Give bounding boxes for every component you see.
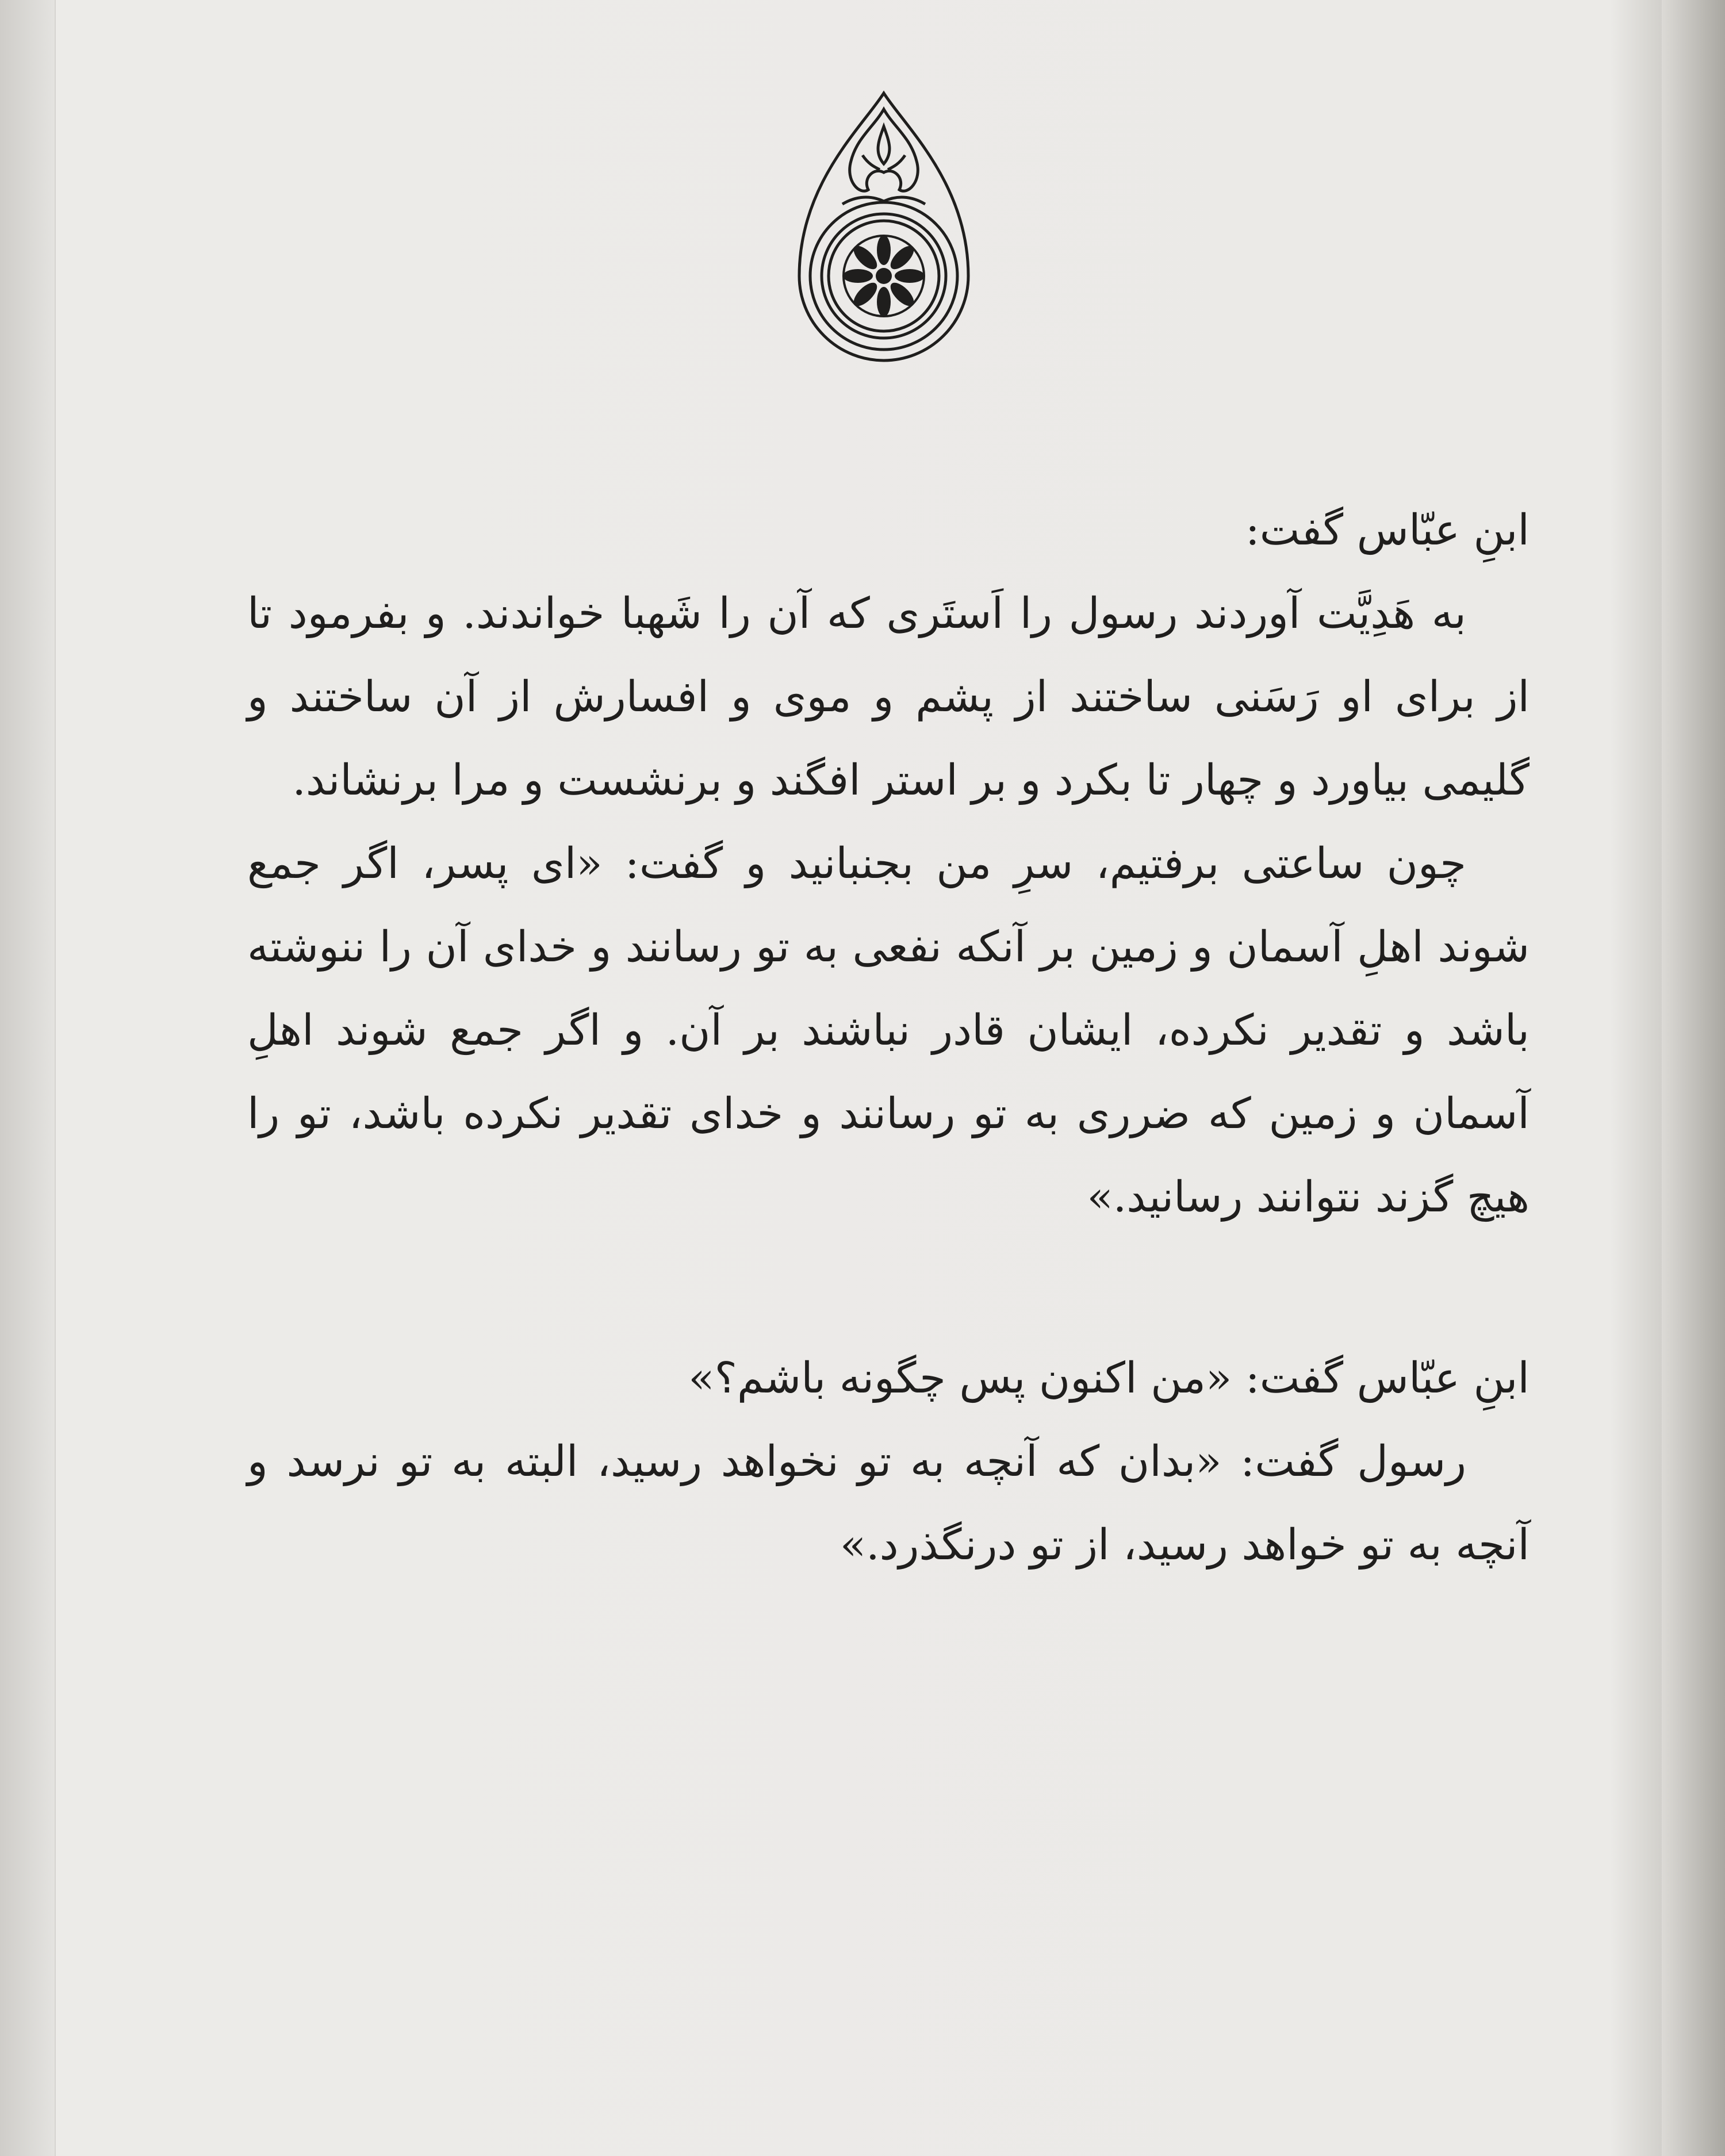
page-edge-right	[1662, 0, 1725, 2156]
paragraph-1: به هَدِیَّت آوردند رسول را اَستَری که آن را شَهبا خواندند. و بفرمود تا از برای او رَسَنی ساختند از پشم و موی و افسارش از آن ساختند و گلیمی بیاورد و چهار تا بکرد و بر استر افگند و برنشست و مرا برنشاند.	[247, 589, 1529, 805]
paragraph-3: رسول گفت: «بدان که آنچه به تو نخواهد رسید، البته به تو نرسد و آنچه به تو خواهد رسید، از تو درنگذرد.»	[247, 1437, 1529, 1570]
heading-ibn-abbas-1: ابنِ عبّاس گفت:	[1245, 505, 1529, 555]
section-gap	[247, 1239, 1529, 1337]
page-edge-left	[0, 0, 56, 2156]
rosette-ornament-icon	[788, 86, 980, 374]
heading-ibn-abbas-2: ابنِ عبّاس گفت: «من اکنون پس چگونه باشم؟»	[688, 1353, 1529, 1403]
body-text	[247, 489, 1529, 1587]
paragraph-2: چون ساعتی برفتیم، سرِ من بجنبانید و گفت: «ای پسر، اگر جمع شوند اهلِ آسمان و زمین بر آنکه نفعی به تو رسانند و خدای آن را ننوشته باشد و تقدیر نکرده، ایشان قادر نباشند بر آن. و اگر جمع شوند اهلِ آسمان و زمین که ضرری به تو رسانند و خدای تقدیر نکرده باشد، تو را هیچ گزند نتوانند رسانید.»	[247, 839, 1529, 1222]
